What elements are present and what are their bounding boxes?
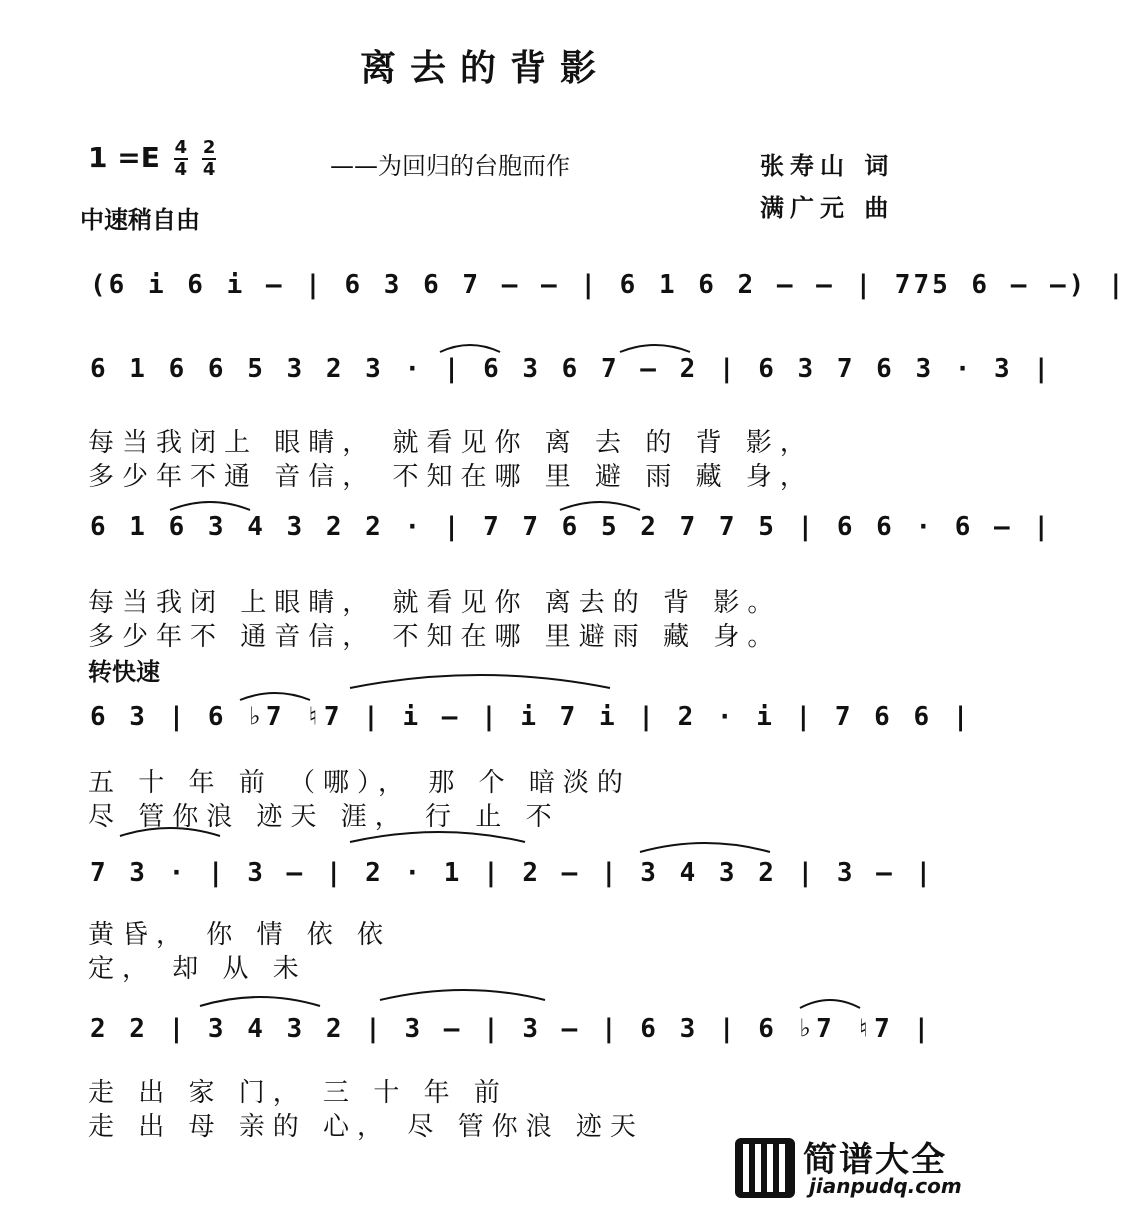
slur-mark bbox=[120, 828, 220, 836]
slur-mark bbox=[170, 502, 250, 510]
notation-row-2: 6 1 6 6 5 3 2 3 · | 6 3 6 7 — 2 | 6 3 7 6 3 · 3 | bbox=[90, 354, 1053, 384]
lyric-row-3-verse-2: 多少年不 通音信， 不知在哪 里避雨 藏 身。 bbox=[88, 622, 782, 652]
notation-row-4: 6 3 | 6 ♭7 ♮7 | i — | i 7 i | 2 · i | 7 6 6 | bbox=[90, 702, 972, 732]
lyric-row-4-verse-1: 五 十 年 前 （哪）， 那 个 暗淡的 bbox=[88, 768, 631, 798]
lyric-row-2-verse-2: 多少年不通 音信， 不知在哪 里 避 雨 藏 身， bbox=[88, 462, 814, 492]
lyric-row-2-verse-1: 每当我闭上 眼睛， 就看见你 离 去 的 背 影， bbox=[88, 428, 814, 458]
subtitle: ——为回归的台胞而作 bbox=[330, 152, 570, 180]
slur-mark bbox=[440, 345, 500, 352]
slur-mark bbox=[800, 1000, 860, 1008]
tempo-marking: 中速稍自由 bbox=[80, 206, 200, 234]
composer-credit: 满广元 曲 bbox=[760, 194, 895, 222]
slur-mark bbox=[560, 502, 640, 510]
slur-mark bbox=[620, 345, 690, 352]
slur-mark bbox=[350, 675, 610, 688]
tempo-change: 转快速 bbox=[88, 658, 160, 686]
piano-keys-icon bbox=[735, 1138, 795, 1198]
slur-mark bbox=[240, 693, 310, 700]
slur-mark bbox=[640, 843, 770, 852]
notation-row-5: 7 3 · | 3 — | 2 · 1 | 2 — | 3 4 3 2 | 3 — | bbox=[90, 858, 935, 888]
key-label: 1 =E bbox=[88, 141, 160, 174]
slur-mark bbox=[350, 832, 525, 842]
song-title: 离去的背影 bbox=[359, 48, 610, 89]
lyric-row-4-verse-2: 尽 管你浪 迹天 涯， 行 止 不 bbox=[88, 802, 560, 832]
lyric-row-6-verse-2: 走 出 母 亲的 心， 尽 管你浪 迹天 bbox=[88, 1112, 644, 1142]
slur-mark bbox=[200, 997, 320, 1006]
lyricist-credit: 张寿山 词 bbox=[760, 152, 895, 180]
time-signature-2: $\frac{2}{4}$ bbox=[202, 137, 216, 180]
lyric-row-6-verse-1: 走 出 家 门， 三 十 年 前 bbox=[88, 1078, 508, 1108]
logo-url: jianpudq.com bbox=[809, 1174, 962, 1198]
time-signature-1: $\frac{4}{4}$ bbox=[174, 137, 188, 180]
slur-mark bbox=[380, 990, 545, 1000]
notation-row-1: (6 i 6 i — | 6 3 6 7 — — | 6 1 6 2 — — | 775 6 — —) | bbox=[90, 270, 1127, 300]
logo-name: 简谱大全 bbox=[803, 1140, 947, 1180]
lyric-row-3-verse-1: 每当我闭 上眼睛， 就看见你 离去的 背 影。 bbox=[88, 588, 782, 618]
notation-row-3: 6 1 6 3 4 3 2 2 · | 7 7 6 5 2 7 7 5 | 6 6 · 6 — | bbox=[90, 512, 1053, 542]
notation-row-6: 2 2 | 3 4 3 2 | 3 — | 3 — | 6 3 | 6 ♭7 ♮7 | bbox=[90, 1014, 933, 1044]
lyric-row-5-verse-1: 黄昏， 你 情 依 依 bbox=[88, 920, 392, 950]
site-logo bbox=[735, 1132, 960, 1204]
lyric-row-5-verse-2: 定， 却 从 未 bbox=[88, 954, 307, 984]
